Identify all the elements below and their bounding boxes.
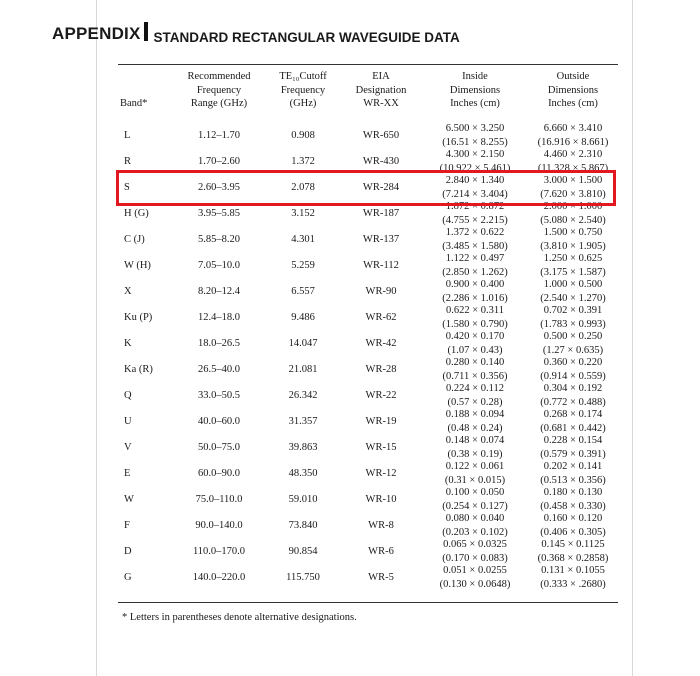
cell-frequency: 50.0–75.0 [198,442,240,453]
dims-line: (0.203 × 0.102) [442,526,508,538]
cell-outside-dims [528,278,618,305]
cell-frequency: 5.85–8.20 [198,234,240,245]
dims-line: (0.31 × 0.015) [444,474,506,486]
dims-line: 0.280 × 0.140 [445,357,505,368]
cell-frequency: 26.5–40.0 [198,364,240,375]
cell-eia: WR-12 [365,468,397,479]
dims-line: (5.080 × 2.540) [540,214,606,226]
col-head-band: Band* [120,98,148,109]
cell-frequency: 8.20–12.4 [198,286,240,297]
dims-line: (0.772 × 0.488) [540,396,606,408]
dims-line: (4.755 × 2.215) [442,214,508,226]
table-top-rule [118,64,618,65]
col-head-inside [430,70,520,111]
cell-band: S [124,182,130,193]
cell-inside-dims [430,226,520,253]
dims-line: 0.500 × 0.250 [543,331,603,342]
dims-line: (0.130 × 0.0648) [439,578,511,590]
cell-cutoff: 4.301 [291,234,315,245]
cell-outside-dims [528,382,618,409]
dims-line: (0.513 × 0.356) [540,474,606,486]
cell-cutoff: 0.908 [291,130,315,141]
cell-cutoff: 26.342 [288,390,318,401]
cell-frequency: 7.05–10.0 [198,260,240,271]
cell-outside-dims [528,434,618,461]
cell-frequency: 12.4–18.0 [198,312,240,323]
appendix-label: APPENDIX [52,24,141,43]
dims-line: 4.460 × 2.310 [543,149,603,160]
dims-line: (7.214 × 3.404) [442,188,508,200]
cell-cutoff: 21.081 [288,364,318,375]
col-head-line: (GHz) [289,98,317,109]
dims-line: 0.304 × 0.192 [543,383,603,394]
dims-line: 1.122 × 0.497 [445,253,505,264]
dims-line: 1.872 × 0.872 [445,201,505,212]
cell-outside-dims [528,408,618,435]
col-head-line: Dimensions [547,84,599,96]
dims-line: 0.268 × 0.174 [543,409,603,420]
dims-line: (0.333 × .2680) [540,578,606,590]
cell-eia: WR-90 [365,286,397,297]
col-head-line: Frequency [196,84,242,96]
col-head-frequency [174,70,264,111]
dims-line: (0.254 × 0.127) [442,500,508,512]
cell-inside-dims [430,486,520,513]
cell-inside-dims [430,122,520,149]
cell-eia: WR-650 [362,130,400,141]
cell-eia: WR-137 [362,234,400,245]
dims-line: 0.224 × 0.112 [445,383,505,394]
col-head-line: Frequency [280,84,326,96]
col-head-eia [346,70,416,111]
cell-cutoff: 2.078 [291,182,315,193]
appendix-header [52,22,460,45]
dims-line: 0.131 × 0.1055 [541,565,605,576]
cell-cutoff: 48.350 [288,468,318,479]
dims-line: 0.065 × 0.0325 [443,539,507,550]
cell-band: V [124,442,132,453]
cell-eia: WR-5 [368,572,394,583]
dims-line: 0.202 × 0.141 [543,461,603,472]
cell-band: F [124,520,130,531]
dims-line: 6.500 × 3.250 [445,123,505,134]
cell-inside-dims [430,460,520,487]
col-head-cutoff [266,70,340,111]
cell-eia: WR-430 [362,156,400,167]
dims-line: 1.500 × 0.750 [543,227,603,238]
table-bottom-rule [118,602,618,603]
cell-frequency: 1.12–1.70 [198,130,240,141]
cell-frequency: 18.0–26.5 [198,338,240,349]
cell-cutoff: 6.557 [291,286,315,297]
dims-line: 0.228 × 0.154 [543,435,603,446]
dims-line: (0.579 × 0.391) [540,448,606,460]
cell-inside-dims [430,330,520,357]
cell-outside-dims [528,330,618,357]
cell-outside-dims [528,252,618,279]
dims-line: (0.57 × 0.28) [447,396,503,408]
dims-line: 2.840 × 1.340 [445,175,505,186]
highlight-box [116,170,616,206]
dims-line: 0.122 × 0.061 [445,461,505,472]
cell-eia: WR-15 [365,442,397,453]
dims-line: 0.145 × 0.1125 [541,539,605,550]
dims-line: (16.916 × 8.661) [537,136,609,148]
cell-cutoff: 9.486 [291,312,315,323]
col-head-line: Recommended [187,71,251,82]
cell-band: Ka (R) [124,364,153,375]
page-edge-left [96,0,97,676]
dims-line: 0.420 × 0.170 [445,331,505,342]
cell-cutoff: 31.357 [288,416,318,427]
cell-eia: WR-10 [365,494,397,505]
cell-eia: WR-62 [365,312,397,323]
cell-inside-dims [430,382,520,409]
dims-line: (0.38 × 0.19) [447,448,503,460]
col-head-line: Dimensions [449,84,501,96]
cell-cutoff: 90.854 [288,546,318,557]
cell-cutoff: 1.372 [291,156,315,167]
cell-inside-dims [430,356,520,383]
cell-inside-dims [430,564,520,591]
cell-inside-dims [430,512,520,539]
cell-band: C (J) [124,234,145,245]
col-head-line: Inches (cm) [450,98,500,109]
cell-frequency: 110.0–170.0 [192,546,246,557]
dims-line: 0.148 × 0.074 [445,435,505,446]
dims-line: (0.914 × 0.559) [540,370,606,382]
col-head-line: Outside [556,71,590,82]
dims-line: 0.360 × 0.220 [543,357,603,368]
cell-eia: WR-284 [362,182,400,193]
cell-eia: WR-22 [365,390,397,401]
cell-band: K [124,338,132,349]
cell-outside-dims [528,356,618,383]
cell-cutoff: 39.863 [288,442,318,453]
col-head-line: Designation [355,84,407,96]
dims-line: (0.406 × 0.305) [540,526,606,538]
cell-band: U [124,416,132,427]
dims-line: (1.27 × 0.635) [542,344,604,356]
cell-inside-dims [430,252,520,279]
cell-cutoff: 14.047 [288,338,318,349]
cell-inside-dims [430,538,520,565]
cell-outside-dims [528,304,618,331]
cell-band: W [124,494,134,505]
cell-band: G [124,572,132,583]
dims-line: (1.07 × 0.43) [447,344,503,356]
dims-line: 0.188 × 0.094 [445,409,505,420]
cell-eia: WR-28 [365,364,397,375]
cell-eia: WR-112 [363,260,399,271]
dims-line: (16.51 × 8.255) [442,136,508,148]
dims-line: 0.622 × 0.311 [445,305,505,316]
dims-line: (10.922 × 5.461) [439,162,511,174]
dims-line: (3.485 × 1.580) [442,240,508,252]
dims-line: 0.702 × 0.391 [543,305,603,316]
cell-inside-dims [430,408,520,435]
dims-line: (1.783 × 0.993) [540,318,606,330]
cell-outside-dims [528,486,618,513]
cell-outside-dims [528,512,618,539]
footnote: * Letters in parentheses denote alternative designations. [122,612,357,623]
table-title: STANDARD RECTANGULAR WAVEGUIDE DATA [153,30,460,45]
dims-line: 1.000 × 0.500 [543,279,603,290]
cell-cutoff: 115.750 [286,572,320,583]
cell-cutoff: 3.152 [291,208,315,219]
cell-outside-dims [528,122,618,149]
cell-eia: WR-8 [368,520,394,531]
cell-eia: WR-42 [365,338,397,349]
page-edge-right [632,0,633,676]
dims-line: 0.100 × 0.050 [445,487,505,498]
cell-inside-dims [430,278,520,305]
cell-frequency: 140.0–220.0 [192,572,246,583]
dims-line: 6.660 × 3.410 [543,123,603,134]
dims-line: (7.620 × 3.810) [540,188,606,200]
dims-line: (0.458 × 0.330) [540,500,606,512]
cell-band: Q [124,390,132,401]
cell-band: W (H) [124,260,151,271]
dims-line: 0.051 × 0.0255 [443,565,507,576]
cell-band: Ku (P) [124,312,153,323]
cell-band: E [124,468,131,479]
cell-eia: WR-6 [368,546,394,557]
cell-cutoff: 59.010 [288,494,318,505]
cell-frequency: 90.0–140.0 [195,520,243,531]
cell-band: R [124,156,132,167]
cell-frequency: 40.0–60.0 [198,416,240,427]
cell-outside-dims [528,564,618,591]
cell-frequency: 1.70–2.60 [198,156,240,167]
dims-line: (2.540 × 1.270) [540,292,606,304]
dims-line: (0.368 × 0.2858) [537,552,609,564]
col-head-line: TE₁₀Cutoff [279,71,327,82]
dims-line: 2.000 × 1.000 [543,201,603,212]
dims-line: (0.48 × 0.24) [447,422,503,434]
cell-frequency: 3.95–5.85 [198,208,240,219]
col-head-line: Range (GHz) [190,98,248,109]
col-head-line: WR-XX [363,98,399,109]
cell-inside-dims [430,304,520,331]
dims-line: 1.250 × 0.625 [543,253,603,264]
cell-frequency: 60.0–90.0 [198,468,240,479]
dims-line: (0.170 × 0.083) [442,552,508,564]
dims-line: (11.328 × 5.867) [537,162,609,174]
dims-line: 4.300 × 2.150 [445,149,505,160]
dims-line: 3.000 × 1.500 [543,175,603,186]
dims-line: 0.160 × 0.120 [543,513,603,524]
dims-line: (2.286 × 1.016) [442,292,508,304]
cell-frequency: 2.60–3.95 [198,182,240,193]
dims-line: (0.711 × 0.356) [442,370,508,382]
cell-frequency: 75.0–110.0 [195,494,243,505]
cell-outside-dims [528,460,618,487]
col-head-line: Inside [462,71,488,82]
dims-line: 0.180 × 0.130 [543,487,603,498]
col-head-outside [528,70,618,111]
cell-frequency: 33.0–50.5 [198,390,240,401]
dims-line: 1.372 × 0.622 [445,227,505,238]
dims-line: 0.900 × 0.400 [445,279,505,290]
cell-band: D [124,546,132,557]
cell-eia: WR-187 [362,208,400,219]
cell-inside-dims [430,434,520,461]
col-head-line: Inches (cm) [548,98,598,109]
cell-band: X [124,286,132,297]
cell-cutoff: 73.840 [288,520,318,531]
cell-cutoff: 5.259 [291,260,315,271]
dims-line: (2.850 × 1.262) [442,266,508,278]
cell-outside-dims [528,538,618,565]
dims-line: (1.580 × 0.790) [442,318,508,330]
cell-band: H (G) [124,208,149,219]
dims-line: (3.175 × 1.587) [540,266,606,278]
dims-line: (0.681 × 0.442) [540,422,606,434]
dims-line: 0.080 × 0.040 [445,513,505,524]
dims-line: (3.810 × 1.905) [540,240,606,252]
cell-outside-dims [528,226,618,253]
cell-eia: WR-19 [365,416,397,427]
cell-band: L [124,130,131,141]
appendix-bar [144,22,148,41]
col-head-line: EIA [372,71,390,82]
